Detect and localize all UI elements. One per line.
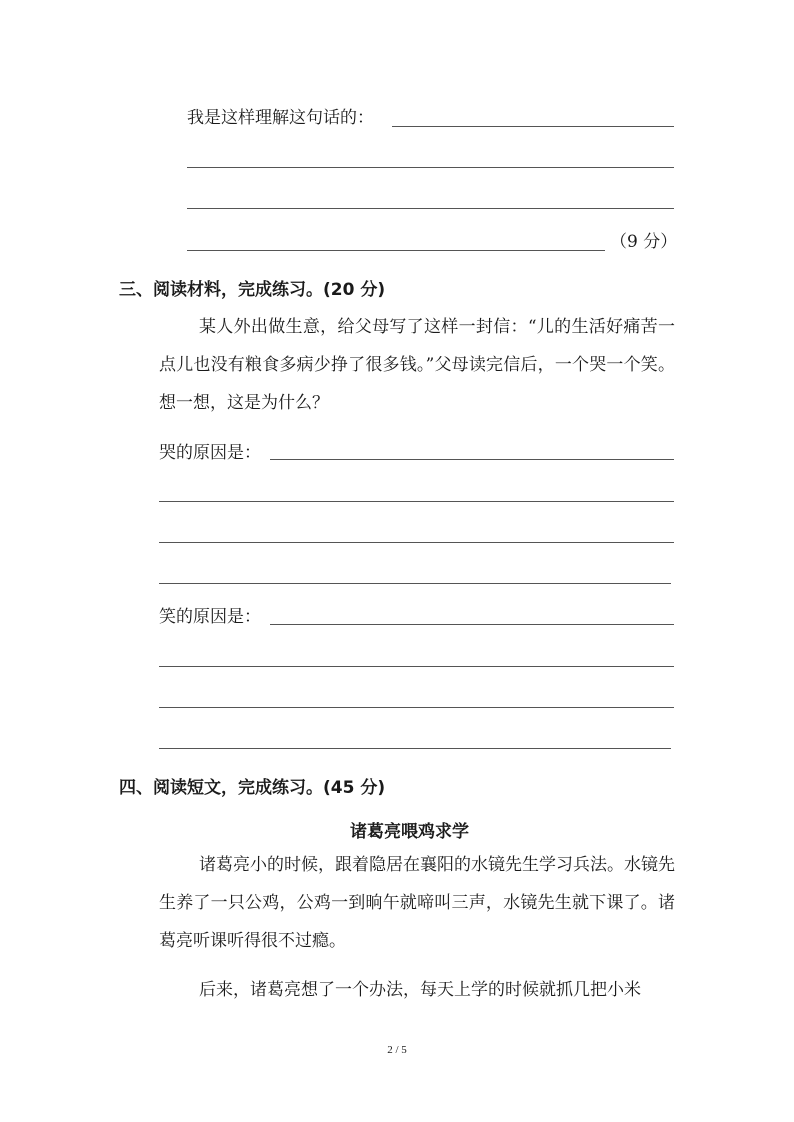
answer-line[interactable] (159, 748, 671, 749)
answer-line[interactable] (270, 459, 674, 460)
answer-line[interactable] (187, 250, 605, 251)
passage-title: 诸葛亮喂鸡求学 (350, 822, 469, 842)
passage-paragraph: 后来，诸葛亮想了一个办法，每天上学的时候就抓几把小米 (199, 980, 641, 1000)
answer-line[interactable] (392, 126, 674, 127)
answer-line[interactable] (159, 583, 671, 584)
answer-line[interactable] (159, 501, 674, 502)
section-four-heading: 四、阅读短文，完成练习。(45 分) (119, 778, 386, 798)
laugh-reason-prompt: 笑的原因是： (159, 607, 261, 627)
score-label: （9 分） (610, 232, 678, 252)
answer-line[interactable] (159, 666, 674, 667)
answer-line[interactable] (270, 624, 674, 625)
answer-line[interactable] (159, 542, 674, 543)
section-three-heading: 三、阅读材料，完成练习。(20 分) (119, 280, 386, 300)
cry-reason-prompt: 哭的原因是： (159, 443, 261, 463)
answer-line[interactable] (187, 208, 674, 209)
answer-line[interactable] (159, 707, 674, 708)
passage-paragraph: 诸葛亮小的时候，跟着隐居在襄阳的水镜先生学习兵法。水镜先生养了一只公鸡，公鸡一到晌午就啼叫三声，水镜先生就下课了。诸葛亮听课听得很不过瘾。 (159, 855, 675, 951)
section-three-paragraph: 某人外出做生意，给父母写了这样一封信：“儿的生活好痛苦一点儿也没有粮食多病少挣了很多钱。”父母读完信后，一个哭一个笑。想一想，这是为什么？ (159, 317, 675, 413)
page-number: 2 / 5 (387, 1044, 407, 1056)
understanding-prompt: 我是这样理解这句话的： (187, 108, 374, 128)
answer-line[interactable] (187, 167, 674, 168)
